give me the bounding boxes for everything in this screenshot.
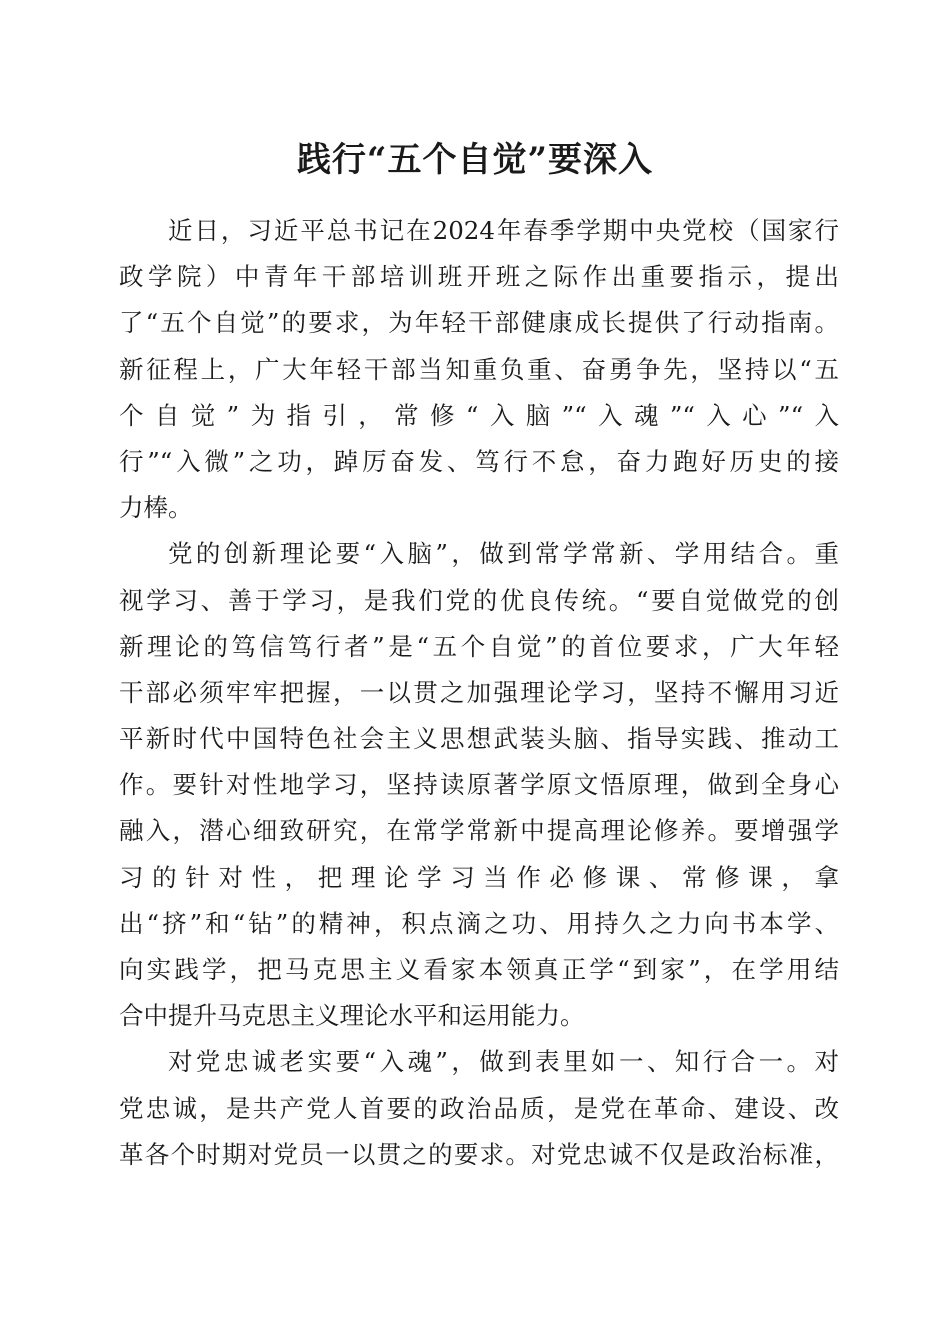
paragraph-2-line: 合中提升马克思主义理论水平和运用能力。 (119, 1001, 585, 1031)
paragraph-2-line: 党的创新理论要“入脑”，做到常学常新、学用结合。重 (168, 539, 839, 569)
paragraph-1-line: 个自觉”为指引，常修“入脑”“入魂”“入心”“入 (119, 400, 839, 430)
paragraph-2-line: 出“挤”和“钻”的精神，积点滴之功、用持久之力向书本学、 (119, 908, 839, 938)
paragraph-2-line: 向实践学，把马克思主义看家本领真正学“到家”，在学用结 (119, 955, 839, 984)
paragraph-1-line: 行”“入微”之功，踔厉奋发、笃行不怠，奋力跑好历史的接 (119, 446, 839, 476)
paragraph-2-line: 作。要针对性地学习，坚持读原著学原文悟原理，做到全身心 (119, 770, 839, 800)
document-body (119, 208, 839, 1178)
paragraph-2-line: 习的针对性，把理论学习当作必修课、常修课，拿 (119, 862, 839, 892)
paragraph-3-line: 党忠诚，是共产党人首要的政治品质，是党在革命、建设、改 (119, 1093, 839, 1123)
paragraph-2-line: 融入，潜心细致研究，在常学常新中提高理论修养。要增强学 (119, 816, 839, 846)
paragraph-3-line: 革各个时期对党员一以贯之的要求。对党忠诚不仅是政治标准， (119, 1139, 839, 1169)
paragraph-1-line: 了“五个自觉”的要求，为年轻干部健康成长提供了行动指南。 (119, 308, 839, 338)
paragraph-1-line: 政学院）中青年干部培训班开班之际作出重要指示，提出 (119, 262, 839, 292)
paragraph-2-line: 新理论的笃信笃行者”是“五个自觉”的首位要求，广大年轻 (119, 631, 839, 661)
paragraph-2-line: 视学习、善于学习，是我们党的优良传统。“要自觉做党的创 (119, 585, 839, 615)
paragraph-2-line: 平新时代中国特色社会主义思想武装头脑、指导实践、推动工 (119, 724, 839, 754)
document-title: 践行“五个自觉”要深入 (296, 140, 654, 180)
paragraph-3-line: 对党忠诚老实要“入魂”，做到表里如一、知行合一。对 (168, 1047, 839, 1077)
paragraph-1-line: 力棒。 (119, 493, 193, 523)
paragraph-1-line: 近日，习近平总书记在2024年春季学期中央党校（国家行 (168, 216, 839, 245)
paragraph-1-line: 新征程上，广大年轻干部当知重负重、奋勇争先，坚持以“五 (119, 354, 839, 384)
paragraph-2-line: 干部必须牢牢把握，一以贯之加强理论学习，坚持不懈用习近 (119, 677, 839, 707)
